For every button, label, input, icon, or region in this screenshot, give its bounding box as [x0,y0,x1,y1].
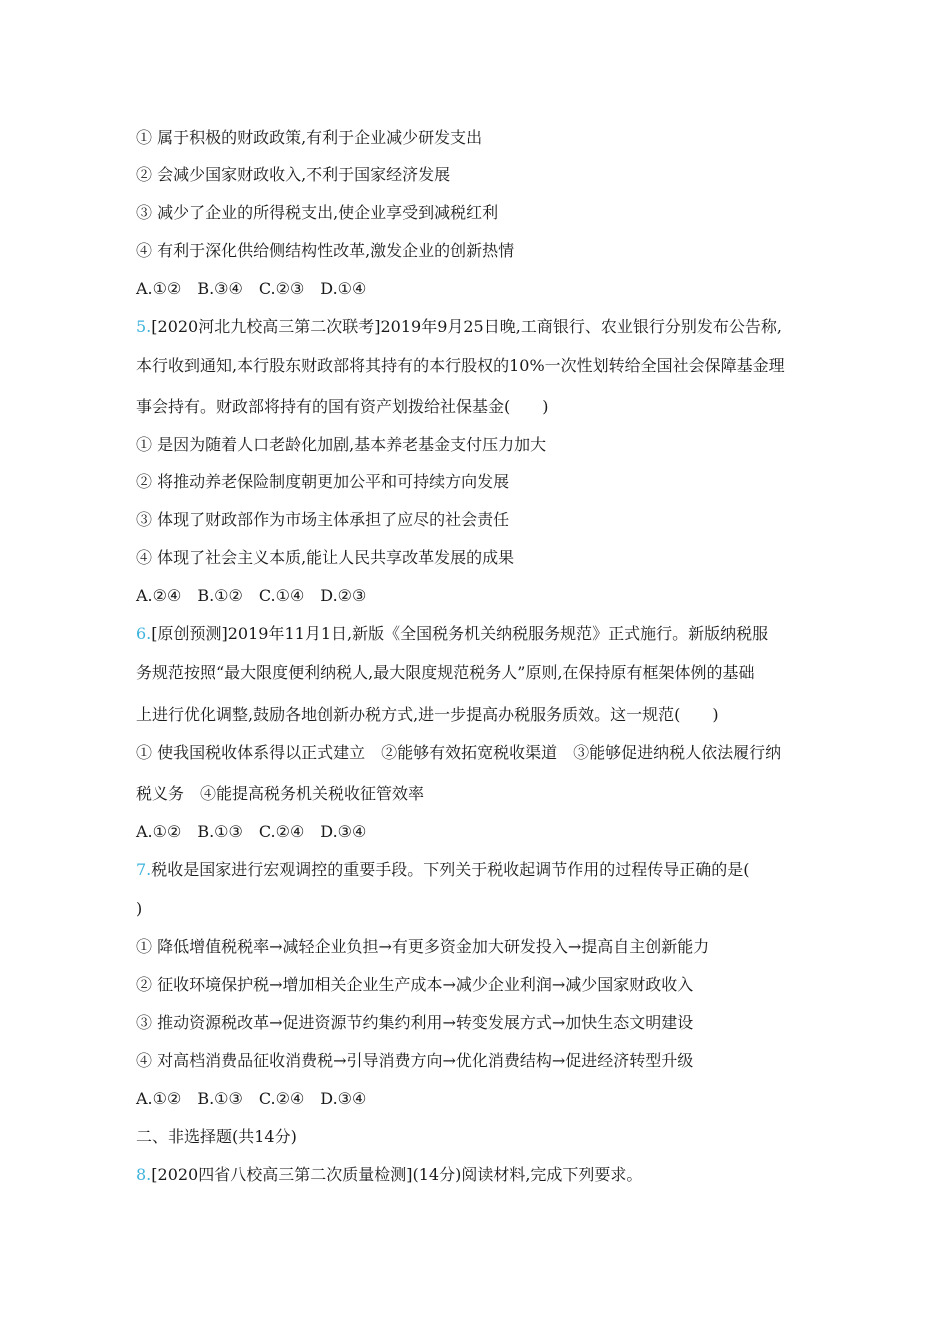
q5-option-4: ④ 体现了社会主义本质,能让人民共享改革发展的成果 [136,548,515,567]
q5-option-3: ③ 体现了财政部作为市场主体承担了应尽的社会责任 [136,510,510,529]
q6-stem-text-1: [原创预测]2019年11月1日,新版《全国税务机关纳税服务规范》正式施行。新版纳税服 [151,624,769,643]
q4-option-1: ① 属于积极的财政政策,有利于企业减少研发支出 [136,128,483,147]
q7-number: 7. [136,860,152,879]
q5-stem-line-2: 本行收到通知,本行股东财政部将其持有的本行股权的10%一次性划转给全国社会保障基金理 [136,356,785,375]
q6-options-line-1: ① 使我国税收体系得以正式建立 ②能够有效拓宽税收渠道 ③能够促进纳税人依法履行纳 [136,743,782,762]
q4-answer-choices: A.①② B.③④ C.②③ D.①④ [136,279,367,298]
q6-stem-line-1 [136,623,836,645]
q8-number: 8. [136,1165,152,1184]
q7-stem-line-1 [136,859,836,881]
q8-stem-line-1 [136,1164,836,1186]
q7-option-2: ② 征收环境保护税→增加相关企业生产成本→减少企业利润→减少国家财政收入 [136,975,694,994]
q5-answer-choices: A.②④ B.①② C.①④ D.②③ [136,586,367,605]
q7-option-4: ④ 对高档消费品征收消费税→引导消费方向→优化消费结构→促进经济转型升级 [136,1051,694,1070]
q5-stem-line-3: 事会持有。财政部将持有的国有资产划拨给社保基金( ) [136,397,549,416]
section-heading: 二、非选择题(共14分) [136,1127,297,1146]
q7-stem-line-2: ) [136,899,143,918]
q4-option-2: ② 会减少国家财政收入,不利于国家经济发展 [136,165,451,184]
q4-option-3: ③ 减少了企业的所得税支出,使企业享受到减税红利 [136,203,499,222]
q7-option-1: ① 降低增值税税率→减轻企业负担→有更多资金加大研发投入→提高自主创新能力 [136,937,710,956]
q7-stem-text-1: 税收是国家进行宏观调控的重要手段。下列关于税收起调节作用的过程传导正确的是( [151,860,750,879]
q5-option-2: ② 将推动养老保险制度朝更加公平和可持续方向发展 [136,472,510,491]
q5-stem-text-1: [2020河北九校高三第二次联考]2019年9月25日晚,工商银行、农业银行分别发布公告称, [151,317,782,336]
q5-stem-line-1 [136,316,836,338]
q5-number: 5. [136,317,152,336]
q7-option-3: ③ 推动资源税改革→促进资源节约集约利用→转变发展方式→加快生态文明建设 [136,1013,694,1032]
q6-answer-choices: A.①② B.①③ C.②④ D.③④ [136,822,367,841]
q8-stem-text-1: [2020四省八校高三第二次质量检测](14分)阅读材料,完成下列要求。 [151,1165,643,1184]
q4-option-4: ④ 有利于深化供给侧结构性改革,激发企业的创新热情 [136,241,515,260]
q7-answer-choices: A.①② B.①③ C.②④ D.③④ [136,1089,367,1108]
q6-number: 6. [136,624,152,643]
q5-option-1: ① 是因为随着人口老龄化加剧,基本养老基金支付压力加大 [136,435,547,454]
q6-stem-line-2: 务规范按照“最大限度便利纳税人,最大限度规范税务人”原则,在保持原有框架体例的基础 [136,663,755,682]
q6-stem-line-3: 上进行优化调整,鼓励各地创新办税方式,进一步提高办税服务质效。这一规范( ) [136,705,719,724]
q6-options-line-2: 税义务 ④能提高税务机关税收征管效率 [136,784,425,803]
